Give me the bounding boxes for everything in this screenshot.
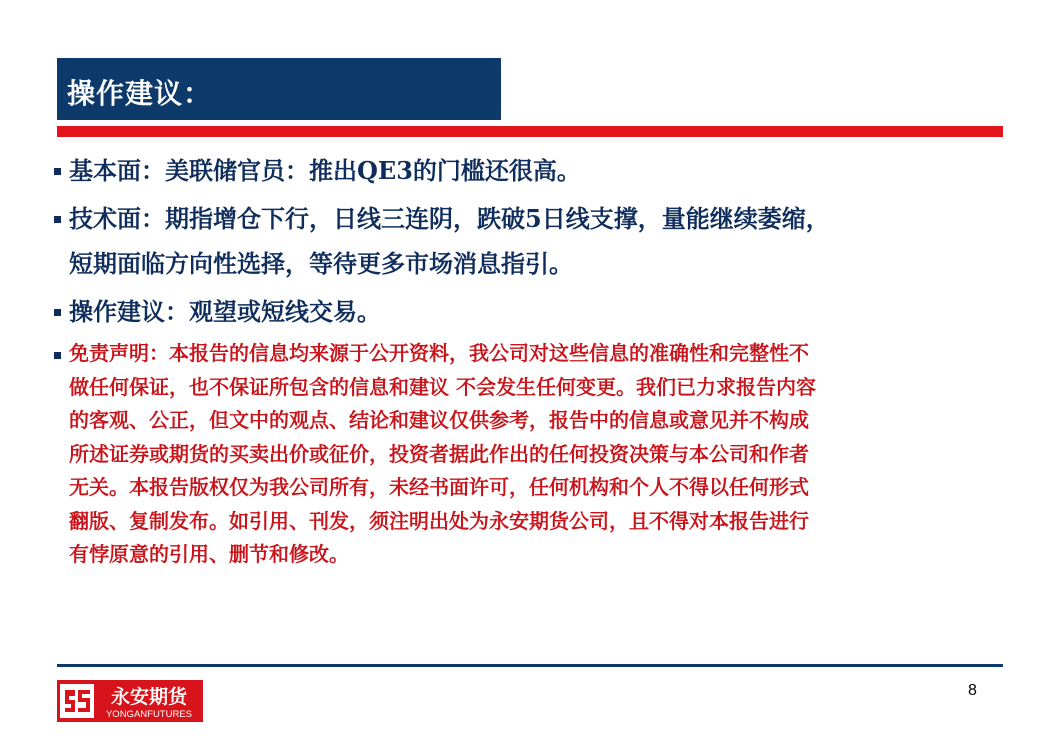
bullet-text-line: 基本面：美联储官员：推出QE3的门槛还很高。 [69,156,581,185]
square-bullet-icon [54,309,61,316]
page-title: 操作建议： [67,77,213,110]
title-banner [57,58,501,120]
content-area [54,148,1016,572]
disclaimer-line: 有悖原意的引用、删节和修改。 [69,542,349,566]
logo-en-text: YONGANFUTURES [105,709,193,720]
yongan-futures-logo [57,680,203,722]
logo-cn-text: 永安期货 [110,686,188,708]
disclaimer-block [54,337,1016,572]
square-bullet-icon [54,352,61,359]
square-bullet-icon [54,216,61,223]
footer-divider [57,664,1003,667]
square-bullet-icon [54,168,61,175]
bullet-advice [54,289,1016,334]
bullet-text-line: 短期面临方向性选择，等待更多市场消息指引。 [69,249,573,278]
bullet-text-line: 操作建议：观望或短线交易。 [69,297,381,326]
disclaimer-line: 免责声明：本报告的信息均来源于公开资料，我公司对这些信息的准确性和完整性不 [69,341,809,365]
disclaimer-line: 所述证券或期货的买卖出价或征价，投资者据此作出的任何投资决策与本公司和作者 [69,441,809,466]
bullet-fundamentals [54,148,1016,193]
disclaimer-line: 无关。本报告版权仅为我公司所有，未经书面许可，任何机构和个人不得以任何形式 [69,475,809,499]
title-underline-bar [57,126,1003,137]
disclaimer-line: 翻版、复制发布。如引用、刊发，须注明出处为永安期货公司，且不得对本报告进行 [69,508,809,533]
page-number: 8 [968,682,977,699]
disclaimer-line: 做任何保证，也不保证所包含的信息和建议 不会发生任何变更。我们已力求报告内容 [69,374,816,399]
disclaimer-line: 的客观、公正，但文中的观点、结论和建议仅供参考，报告中的信息或意见并不构成 [69,408,809,432]
bullet-technicals [54,196,1016,286]
bullet-text-line: 技术面：期指增仓下行，日线三连阴，跌破5日线支撑，量能继续萎缩， [69,204,830,233]
